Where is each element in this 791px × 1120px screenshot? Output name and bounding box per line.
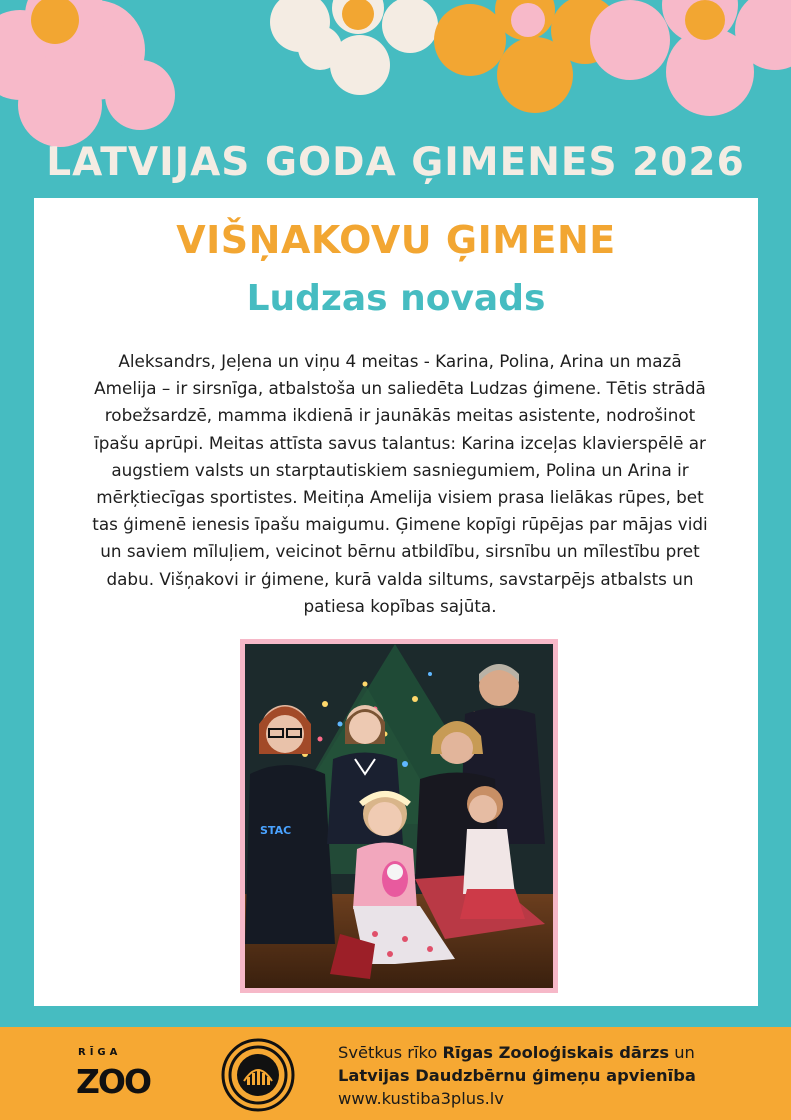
association-name: Latvijas Daudzbērnu ģimeņu apvienība bbox=[338, 1066, 696, 1085]
region-name: Ludzas novads bbox=[246, 278, 546, 319]
page-title: LATVIJAS GODA ĢIMENES 2026 bbox=[46, 140, 745, 185]
pink-flower-icon bbox=[590, 0, 791, 116]
footer bbox=[0, 1027, 791, 1120]
cream-flower-icon bbox=[270, 0, 438, 95]
family-photo-frame bbox=[240, 639, 558, 993]
organizer-line-2 bbox=[338, 1064, 696, 1087]
organization-logo-icon bbox=[220, 1037, 296, 1113]
zoo-logo-text: ZOO bbox=[76, 1062, 151, 1101]
riga-logo-text: RĪGA bbox=[78, 1047, 122, 1058]
family-name: VIŠŅAKOVU ĢIMENE bbox=[176, 218, 616, 262]
family-card bbox=[34, 198, 758, 1006]
zoo-organizer-name: Rīgas Zooloģiskais dārzs bbox=[442, 1043, 670, 1062]
family-photo bbox=[245, 644, 553, 988]
website-link[interactable]: www.kustiba3plus.lv bbox=[338, 1089, 504, 1108]
shirt-logo-text: STAC bbox=[260, 824, 292, 837]
orange-flower-icon bbox=[434, 0, 619, 113]
organizer-text bbox=[338, 1041, 696, 1110]
riga-zoo-logo bbox=[74, 1045, 184, 1105]
pink-flower-icon bbox=[0, 0, 175, 147]
family-description: Aleksandrs, Jeļena un viņu 4 meitas - Karina, Polina, Arina un mazā Amelija – ir sirsnīga, atbalstoša un saliedēta Ludzas ģimene. Tētis strādā robežsardzē, mamma ikdienā ir jaunākās meitas asistente, nodrošinot īpašu aprūpi. Meitas attīsta savus talantus: Karina izceļas klavierspēlē ar augstiem valsts un starptautiskiem sasniegumiem, Polina un Arina ir mērķtiecīgas sportistes. Meitiņa Amelija visiem prasa lielākas rūpes, bet tas ģimenē ienesis īpašu maigumu. Ģimene kopīgi rūpējas par mājas vidi un saviem mīluļiem, veicinot bērnu atbildību, sirsnību un mīlestību pret dabu. Višņakovi ir ģimene, kurā valda siltums, savstarpējs atbalsts un patiesa kopības sajūta. bbox=[92, 351, 708, 616]
flower-decoration bbox=[0, 0, 791, 150]
organizer-line-1: Svētkus rīko Rīgas Zooloģiskais dārzs un bbox=[338, 1043, 695, 1062]
